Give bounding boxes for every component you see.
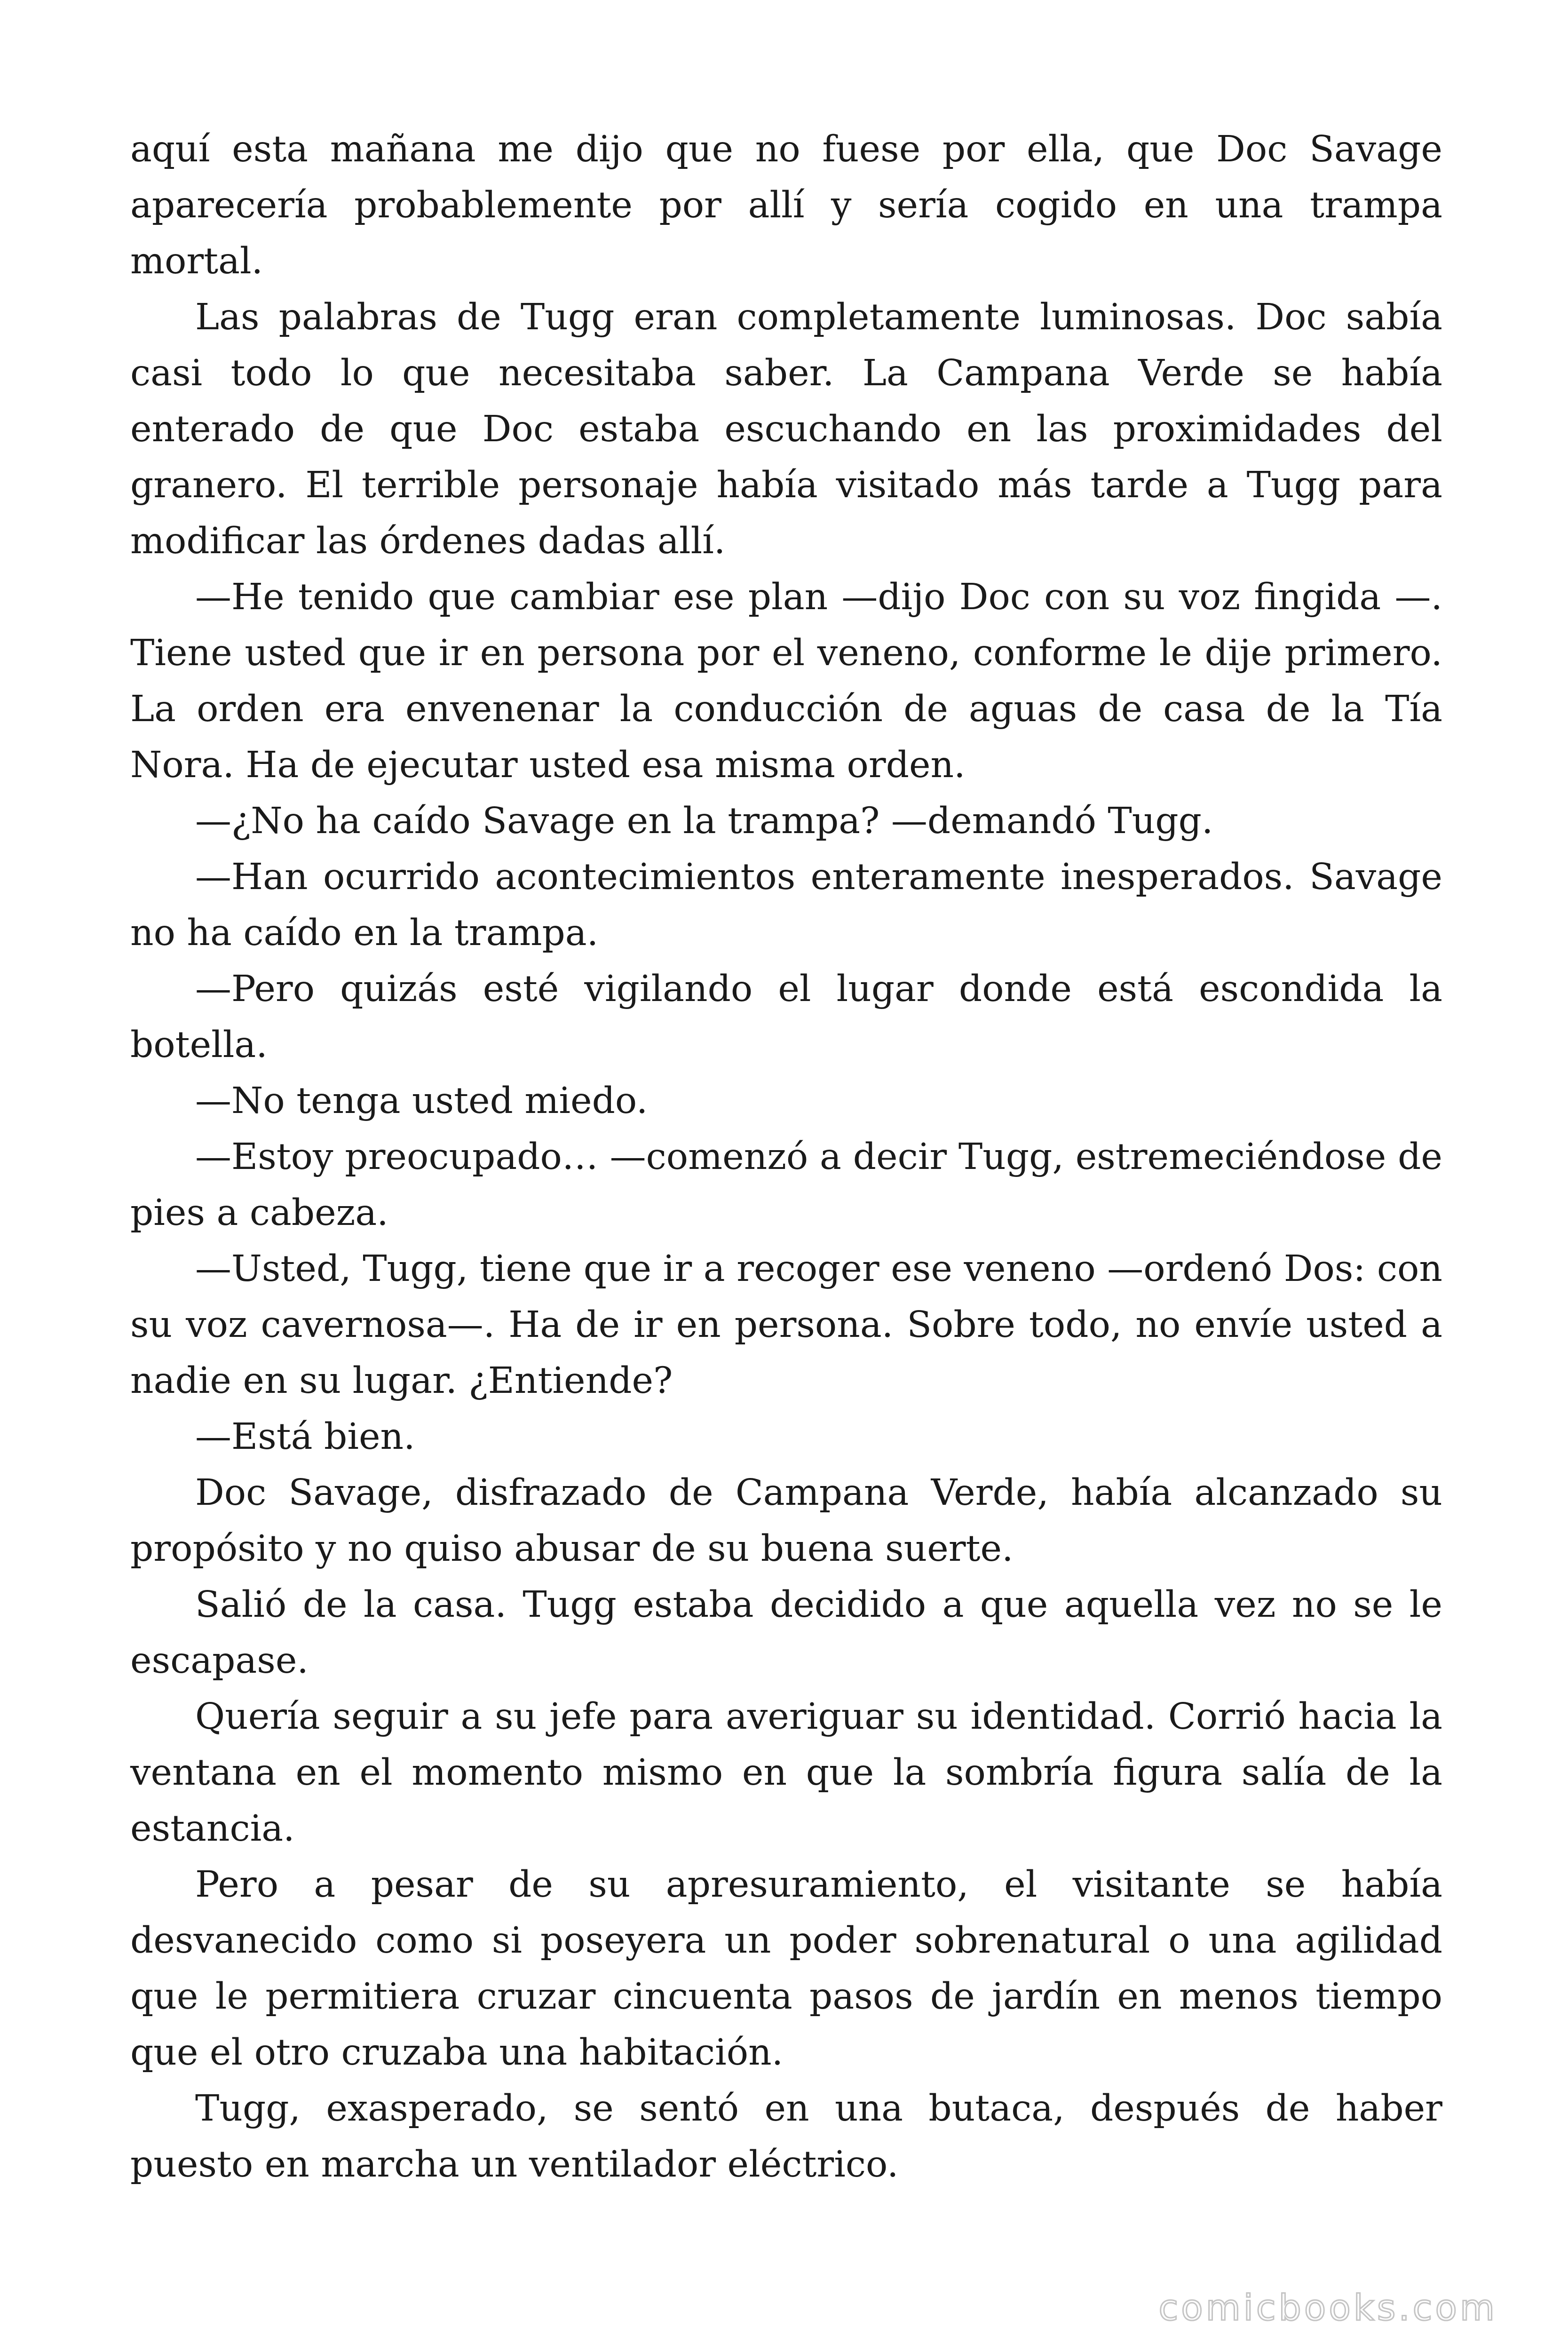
paragraph: Quería seguir a su jefe para averiguar su identidad. Corrió hacia la ventana en el momento mismo en que la sombría figura salía de la estancia. <box>130 1696 1442 1850</box>
paragraph: —Está bien. <box>195 1416 415 1458</box>
body-text <box>130 121 1442 2193</box>
paragraph: —He tenido que cambiar ese plan —dijo Doc con su voz fingida —. Tiene usted que ir en persona por el veneno, conforme le dije primero. La orden era envenenar la conducción de aguas de casa de la Tía Nora. Ha de ejecutar usted esa misma orden. <box>130 576 1442 786</box>
paragraph: aquí esta mañana me dijo que no fuese por ella, que Doc Savage aparecería probablemente por allí y sería cogido en una trampa mortal. <box>130 128 1442 282</box>
paragraph: Salió de la casa. Tugg estaba decidido a que aquella vez no se le escapase. <box>130 1584 1442 1682</box>
paragraph: Tugg, exasperado, se sentó en una butaca, después de haber puesto en marcha un ventilador eléctrico. <box>130 2088 1442 2185</box>
paragraph: —Estoy preocupado… —comenzó a decir Tugg, estremeciéndose de pies a cabeza. <box>130 1136 1442 1234</box>
paragraph: —No tenga usted miedo. <box>195 1080 648 1122</box>
paragraph: Pero a pesar de su apresuramiento, el visitante se había desvanecido como si poseyera un poder sobrenatural o una agilidad que le permitiera cruzar cincuenta pasos de jardín en menos tiempo que el otro cruzaba una habitación. <box>130 1864 1442 2074</box>
paragraph: —Han ocurrido acontecimientos enteramente inesperados. Savage no ha caído en la trampa. <box>130 856 1442 954</box>
paragraph: —Pero quizás esté vigilando el lugar donde está escondida la botella. <box>130 968 1442 1066</box>
paragraph: —¿No ha caído Savage en la trampa? —demandó Tugg. <box>195 800 1213 842</box>
paragraph: —Usted, Tugg, tiene que ir a recoger ese veneno —ordenó Dos: con su voz cavernosa—. Ha de ir en persona. Sobre todo, no envíe usted a nadie en su lugar. ¿Entiende? <box>130 1248 1442 1402</box>
paragraph: Las palabras de Tugg eran completamente luminosas. Doc sabía casi todo lo que necesitaba saber. La Campana Verde se había enterado de que Doc estaba escuchando en las proximidades del granero. El terrible personaje había visitado más tarde a Tugg para modificar las órdenes dadas allí. <box>130 296 1442 562</box>
paragraph: Doc Savage, disfrazado de Campana Verde, había alcanzado su propósito y no quiso abusar de su buena suerte. <box>130 1472 1442 1570</box>
watermark: comicbooks.com <box>1158 2287 1497 2328</box>
